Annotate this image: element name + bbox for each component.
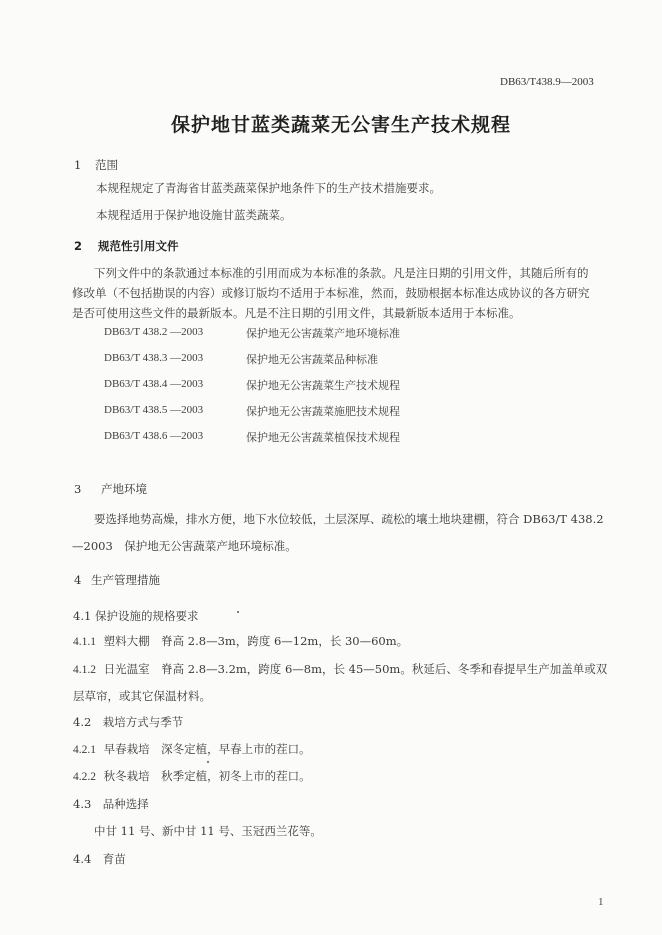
section-2-heading [74,238,179,254]
section-2-paragraph-line-3: 是否可使用这些文件的最新版本。凡是不注日期的引用文件，其最新版本适用于本标准。 [72,306,521,320]
subsection-4-2-1-text: 早春栽培 深冬定植，早春上市的茬口。 [103,742,311,756]
reference-item [104,377,203,390]
reference-code: DB63/T 438.6 —2003 [104,430,204,442]
reference-title: 保护地无公害蔬菜施肥技术规程 [246,405,400,418]
section-1-number: 1 [74,158,82,172]
reference-title: 保护地无公害蔬菜植保技术规程 [246,431,400,444]
reference-code: DB63/T 438.5 —2003 [104,404,204,416]
section-1-paragraph-1: 本规程规定了青海省甘蓝类蔬菜保护地条件下的生产技术措施要求。 [96,181,441,195]
section-3-number: 3 [74,482,82,496]
section-4-number: 4 [74,573,82,587]
subsection-4-2-1 [73,741,311,757]
section-1-heading [74,157,118,173]
subsection-4-1-2-number: 4.1.2 [73,664,96,676]
reference-title: 保护地无公害蔬菜生产技术规程 [246,379,400,392]
section-4-heading [74,572,160,588]
scan-speck [237,611,239,613]
reference-item [104,403,203,416]
section-2-paragraph-line-1: 下列文件中的条款通过本标准的引用而成为本标准的条款。凡是注日期的引用文件，其随后所有的 [94,266,589,280]
page-number: 1 [598,896,604,908]
document-number: DB63/T438.9—2003 [500,76,594,88]
subsection-4-1-2-text: 日光温室 脊高 2.8—3.2m，跨度 6—8m，长 45—50m。秋延后、冬季和春提早生产加盖单或双 [103,662,608,676]
subsection-4-1-1 [73,633,408,649]
section-3-paragraph-line-1: 要选择地势高燥，排水方便，地下水位较低，土层深厚、疏松的壤土地块建棚，符合 DB63/T 438.2 [94,512,604,526]
subsection-4-3-paragraph: 中甘 11 号、新中甘 11 号、玉冠西兰花等。 [94,824,322,838]
subsection-4-1-2 [73,661,607,677]
document-title: 保护地甘蓝类蔬菜无公害生产技术规程 [171,114,512,136]
section-3-title: 产地环境 [100,482,147,496]
section-2-number: 2 [74,239,83,253]
subsection-4-1-1-text: 塑料大棚 脊高 2.8—3m，跨度 6—12m，长 30—60m。 [103,634,409,648]
subsection-4-4-heading: 4.4 育苗 [73,852,126,866]
reference-item [104,429,203,442]
subsection-4-1-heading: 4.1 保护设施的规格要求 [73,609,199,623]
subsection-4-1-2-line-2: 层草帘，或其它保温材料。 [73,689,211,703]
subsection-4-2-2-text: 秋冬栽培 秋季定植，初冬上市的茬口。 [103,769,311,783]
section-3-paragraph-line-2: —2003 保护地无公害蔬菜产地环境标准。 [72,539,297,553]
scan-speck [207,761,209,763]
subsection-4-2-1-number: 4.2.1 [73,744,96,756]
subsection-4-2-2-number: 4.2.2 [73,771,96,783]
section-1-paragraph-2: 本规程适用于保护地设施甘蓝类蔬菜。 [96,208,292,222]
section-2-paragraph-line-2: 修改单（不包括勘误的内容）或修订版均不适用于本标准，然而，鼓励根据本标准达成协议的各方研究 [72,286,590,300]
reference-code: DB63/T 438.4 —2003 [104,378,204,390]
subsection-4-2-heading: 4.2 栽培方式与季节 [73,715,184,729]
reference-code: DB63/T 438.3 —2003 [104,352,204,364]
subsection-4-2-2 [73,768,311,784]
reference-title: 保护地无公害蔬菜品种标准 [246,353,378,366]
reference-code: DB63/T 438.2 —2003 [104,326,204,338]
reference-item [104,325,203,338]
reference-item [104,351,203,364]
section-1-title: 范围 [94,158,118,172]
section-4-title: 生产管理措施 [90,573,160,587]
section-2-title: 规范性引用文件 [98,239,179,253]
subsection-4-3-heading: 4.3 品种选择 [73,797,149,811]
section-3-heading [74,481,147,497]
subsection-4-1-1-number: 4.1.1 [73,636,96,648]
reference-title: 保护地无公害蔬菜产地环境标准 [246,327,400,340]
